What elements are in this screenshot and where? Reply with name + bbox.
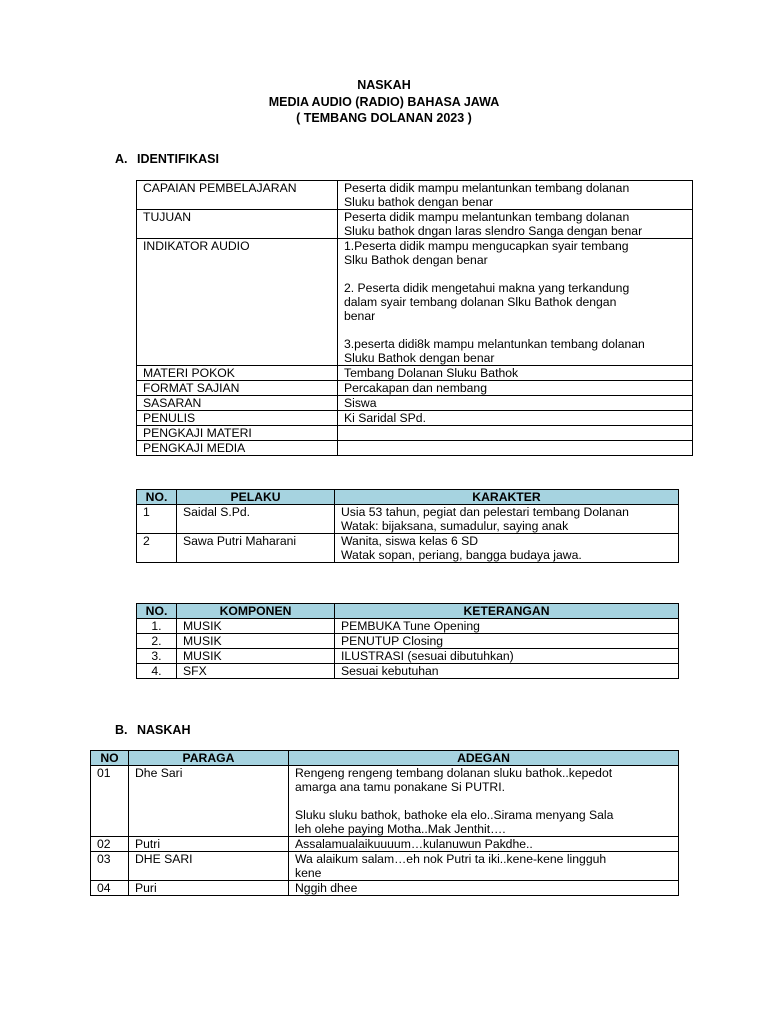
identifikasi-label: PENULIS <box>137 411 338 426</box>
pelaku-karakter: Usia 53 tahun, pegiat dan pelestari tembang Dolanan Watak: bijaksana, sumadulur, saying anak <box>335 505 679 534</box>
naskah-row <box>91 766 679 837</box>
identifikasi-row <box>137 381 693 396</box>
pelaku-no: 2 <box>137 534 177 563</box>
identifikasi-label: MATERI POKOK <box>137 366 338 381</box>
header-karakter: KARAKTER <box>335 490 679 505</box>
komponen-header-row <box>137 604 679 619</box>
identifikasi-table <box>136 180 693 456</box>
doc-subtitle: MEDIA AUDIO (RADIO) BAHASA JAWA <box>268 95 500 109</box>
naskah-adegan: Nggih dhee <box>289 881 679 896</box>
identifikasi-row <box>137 441 693 456</box>
naskah-row <box>91 837 679 852</box>
pelaku-name: Saidal S.Pd. <box>177 505 335 534</box>
identifikasi-label: PENGKAJI MEDIA <box>137 441 338 456</box>
pelaku-karakter: Wanita, siswa kelas 6 SD Watak sopan, periang, bangga budaya jawa. <box>335 534 679 563</box>
identifikasi-value: Peserta didik mampu melantunkan tembang dolanan Sluku bathok dngan laras slendro Sanga dengan benar <box>338 210 693 239</box>
identifikasi-label: TUJUAN <box>137 210 338 239</box>
naskah-no: 04 <box>91 881 129 896</box>
header-no: NO <box>91 751 129 766</box>
komponen-keterangan: PEMBUKA Tune Opening <box>335 619 679 634</box>
naskah-no: 03 <box>91 852 129 881</box>
header-no: NO. <box>137 490 177 505</box>
doc-subtitle-year: ( TEMBANG DOLANAN 2023 ) <box>296 111 472 125</box>
identifikasi-row <box>137 181 693 210</box>
header-no: NO. <box>137 604 177 619</box>
komponen-keterangan: Sesuai kebutuhan <box>335 664 679 679</box>
doc-title: NASKAH <box>357 78 411 92</box>
komponen-row <box>137 619 679 634</box>
komponen-name: MUSIK <box>177 634 335 649</box>
header-pelaku: PELAKU <box>177 490 335 505</box>
komponen-keterangan: ILUSTRASI (sesuai dibutuhkan) <box>335 649 679 664</box>
section-b-heading <box>115 723 190 737</box>
identifikasi-row <box>137 210 693 239</box>
naskah-no: 02 <box>91 837 129 852</box>
komponen-no: 2. <box>137 634 177 649</box>
komponen-row <box>137 634 679 649</box>
section-a-number: A. <box>115 152 128 166</box>
naskah-adegan: Rengeng rengeng tembang dolanan sluku bathok..kepedot amarga ana tamu ponakane Si PUTRI. Sluku sluku bathok, bathoke ela elo..Sirama menyang Sala leh olehe paying Motha..Mak Jenthit…. <box>289 766 679 837</box>
identifikasi-label: CAPAIAN PEMBELAJARAN <box>137 181 338 210</box>
identifikasi-value: Tembang Dolanan Sluku Bathok <box>338 366 693 381</box>
identifikasi-row <box>137 366 693 381</box>
komponen-no: 3. <box>137 649 177 664</box>
pelaku-name: Sawa Putri Maharani <box>177 534 335 563</box>
pelaku-table <box>136 489 679 563</box>
naskah-row <box>91 881 679 896</box>
identifikasi-row <box>137 396 693 411</box>
naskah-row <box>91 852 679 881</box>
komponen-keterangan: PENUTUP Closing <box>335 634 679 649</box>
identifikasi-value: Peserta didik mampu melantunkan tembang dolanan Sluku bathok dengan benar <box>338 181 693 210</box>
naskah-header-row <box>91 751 679 766</box>
pelaku-no: 1 <box>137 505 177 534</box>
naskah-paraga: DHE SARI <box>129 852 289 881</box>
header-paraga: PARAGA <box>129 751 289 766</box>
identifikasi-value <box>338 441 693 456</box>
komponen-no: 1. <box>137 619 177 634</box>
naskah-paraga: Putri <box>129 837 289 852</box>
identifikasi-label: SASARAN <box>137 396 338 411</box>
header-komponen: KOMPONEN <box>177 604 335 619</box>
komponen-table <box>136 603 679 679</box>
identifikasi-value: Siswa <box>338 396 693 411</box>
naskah-no: 01 <box>91 766 129 837</box>
naskah-paraga: Dhe Sari <box>129 766 289 837</box>
identifikasi-row <box>137 239 693 366</box>
identifikasi-label: INDIKATOR AUDIO <box>137 239 338 366</box>
komponen-name: SFX <box>177 664 335 679</box>
naskah-table <box>90 750 679 896</box>
naskah-adegan: Wa alaikum salam…eh nok Putri ta iki..kene-kene lingguh kene <box>289 852 679 881</box>
pelaku-header-row <box>137 490 679 505</box>
identifikasi-value: Percakapan dan nembang <box>338 381 693 396</box>
komponen-row <box>137 649 679 664</box>
identifikasi-value: Ki Saridal SPd. <box>338 411 693 426</box>
komponen-row <box>137 664 679 679</box>
section-a-title: IDENTIFIKASI <box>137 152 219 166</box>
komponen-name: MUSIK <box>177 649 335 664</box>
section-b-number: B. <box>115 723 128 737</box>
naskah-adegan: Assalamualaikuuuum…kulanuwun Pakdhe.. <box>289 837 679 852</box>
identifikasi-value: 1.Peserta didik mampu mengucapkan syair tembang Slku Bathok dengan benar 2. Peserta didik mengetahui makna yang terkandung dalam syair tembang dolanan Slku Bathok dengan benar 3.peserta didi8k mampu melantunkan tembang dolanan Sluku Bathok dengan benar <box>338 239 693 366</box>
identifikasi-label: PENGKAJI MATERI <box>137 426 338 441</box>
komponen-name: MUSIK <box>177 619 335 634</box>
section-a-heading <box>115 152 219 166</box>
header-adegan: ADEGAN <box>289 751 679 766</box>
identifikasi-label: FORMAT SAJIAN <box>137 381 338 396</box>
naskah-paraga: Puri <box>129 881 289 896</box>
identifikasi-value <box>338 426 693 441</box>
komponen-no: 4. <box>137 664 177 679</box>
section-b-title: NASKAH <box>137 723 191 737</box>
pelaku-row <box>137 534 679 563</box>
identifikasi-row <box>137 426 693 441</box>
pelaku-row <box>137 505 679 534</box>
header-keterangan: KETERANGAN <box>335 604 679 619</box>
identifikasi-row <box>137 411 693 426</box>
